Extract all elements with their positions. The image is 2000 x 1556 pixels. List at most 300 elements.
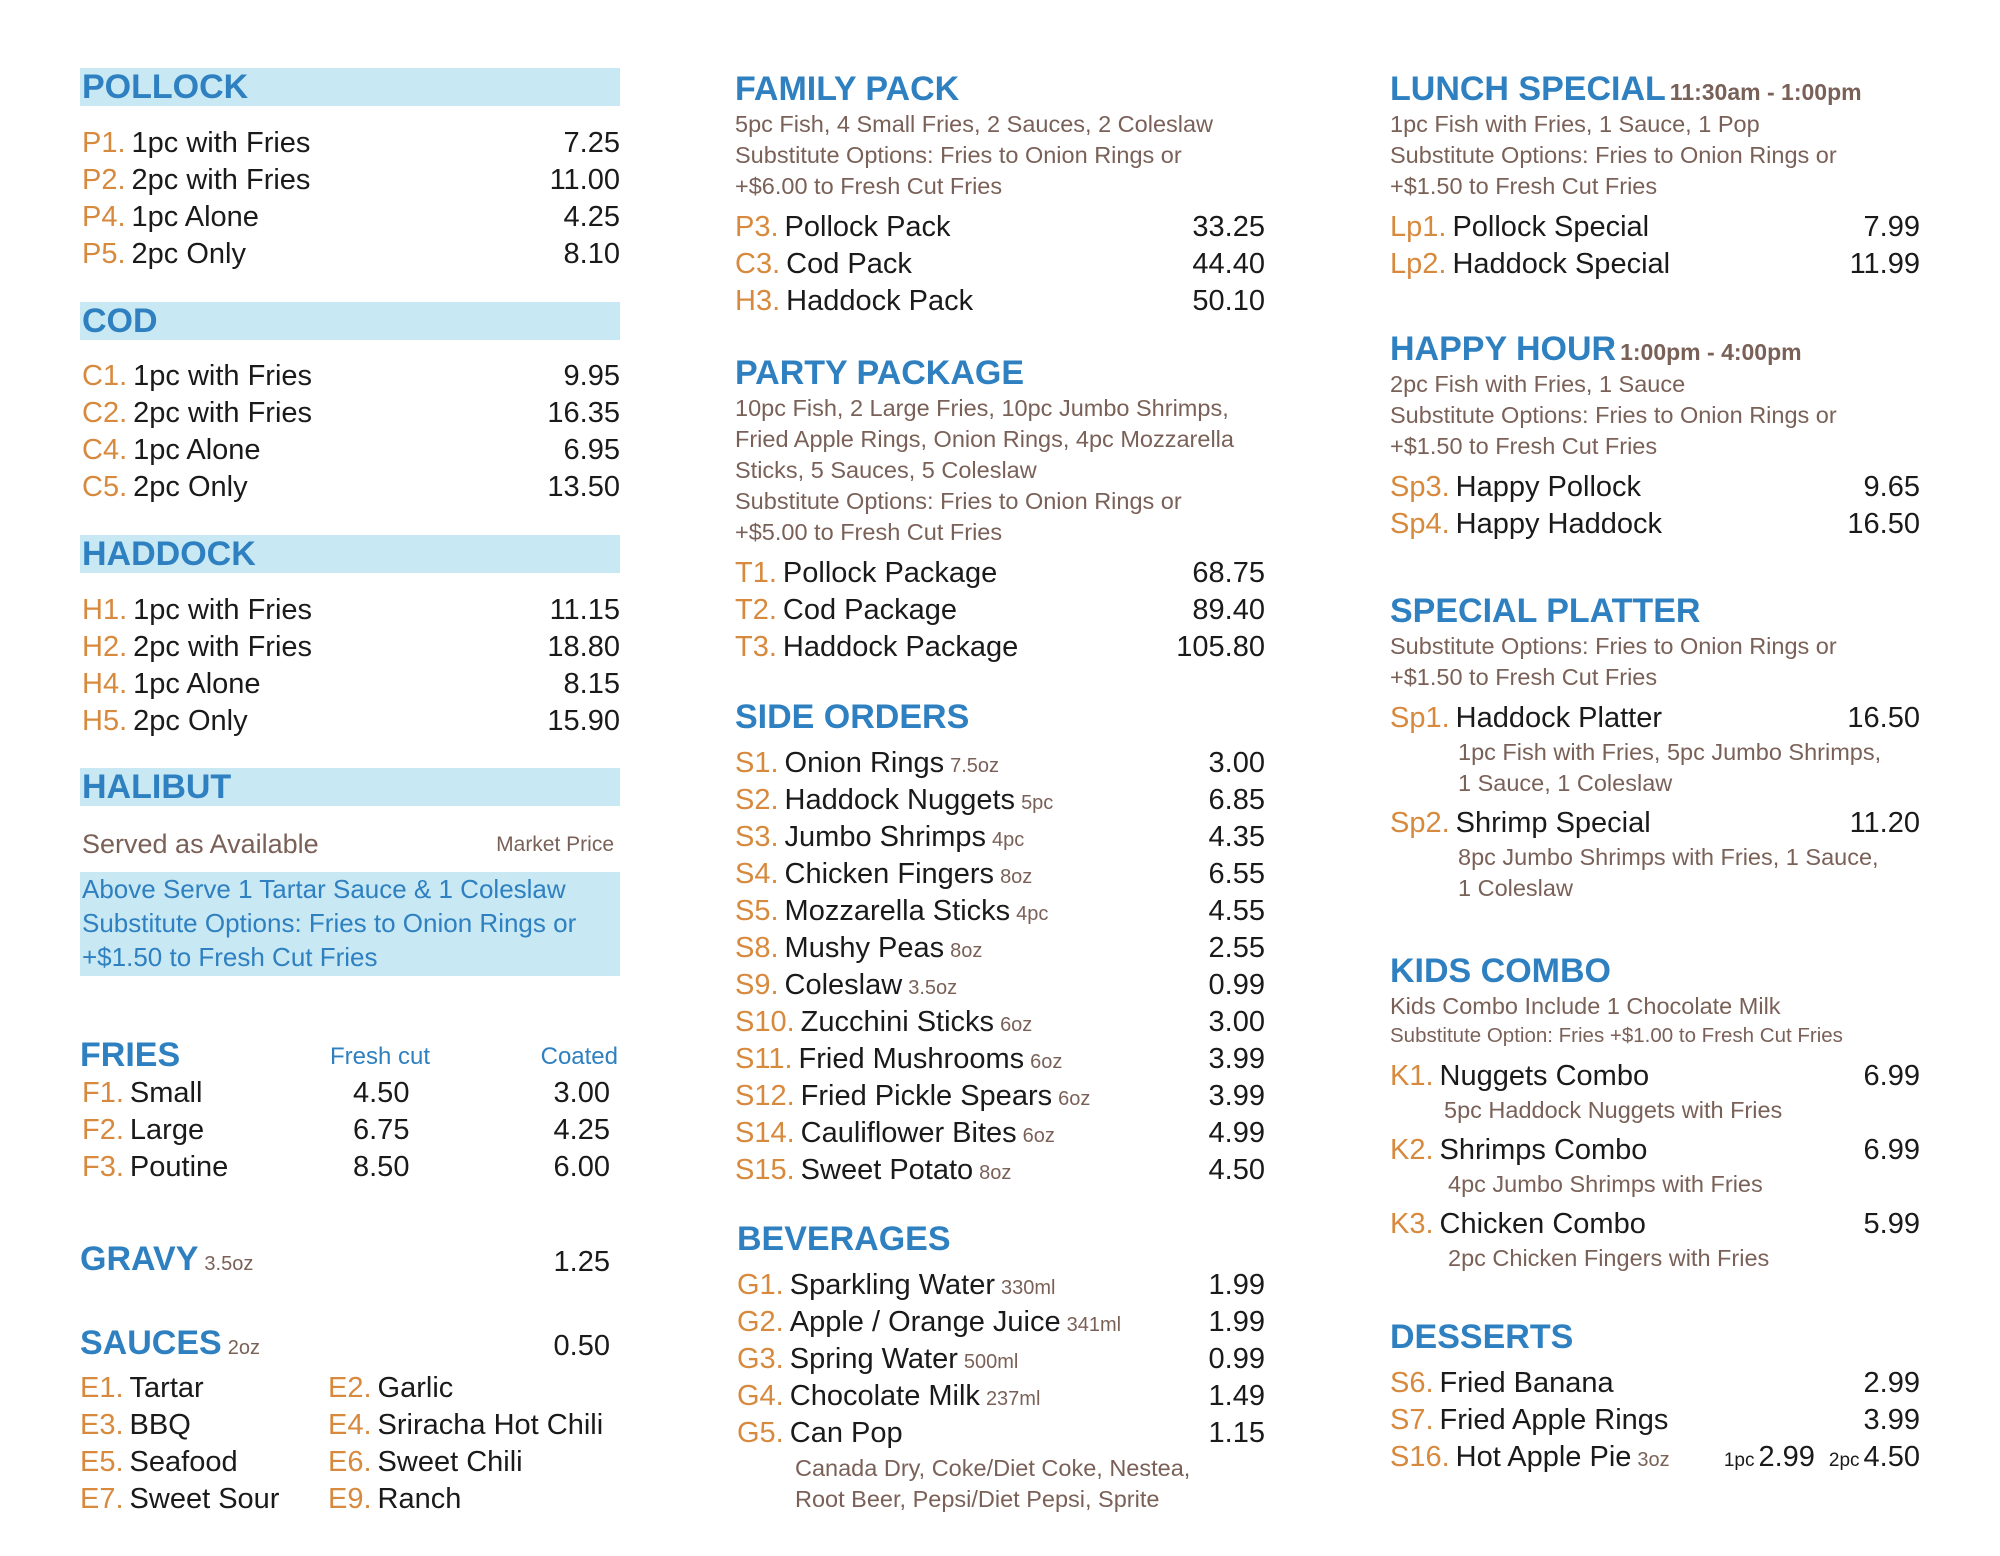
menu-item-s3 xyxy=(735,819,1024,858)
item-size: 341ml xyxy=(1066,1314,1122,1336)
item-code: P1. xyxy=(82,127,126,159)
item-code: S7. xyxy=(1390,1404,1434,1436)
lunch-special-desc: 1pc Fish with Fries, 1 Sauce, 1 Pop xyxy=(1390,111,1760,137)
happy-hour-desc: 2pc Fish with Fries, 1 Sauce xyxy=(1390,371,1686,397)
item-price: 6.95 xyxy=(563,434,620,466)
item-code: H1. xyxy=(82,594,128,626)
item-code: E7. xyxy=(80,1483,124,1515)
item-price: 3.99 xyxy=(1863,1404,1920,1436)
item-name: Mushy Peas xyxy=(784,932,945,964)
item-name: Tartar xyxy=(129,1372,204,1404)
item-price: 6.85 xyxy=(1208,784,1265,816)
item-subdesc: 8pc Jumbo Shrimps with Fries, 1 Sauce, xyxy=(1458,844,1879,870)
item-code: H2. xyxy=(82,631,128,663)
section-title-side-orders: SIDE ORDERS xyxy=(735,698,970,736)
item-price: 8.15 xyxy=(563,668,620,700)
item-price: 2.55 xyxy=(1208,932,1265,964)
item-name: Cod Package xyxy=(782,594,958,626)
sauces-title: SAUCES xyxy=(80,1324,222,1362)
item-size: 4pc xyxy=(1016,903,1049,925)
special-platter-desc: +$1.50 to Fresh Cut Fries xyxy=(1390,664,1658,690)
item-name: Fried Banana xyxy=(1439,1367,1614,1399)
item-subdesc: 1pc Fish with Fries, 5pc Jumbo Shrimps, xyxy=(1458,739,1882,765)
menu-item-g2 xyxy=(737,1304,1121,1343)
item-name: Cod Pack xyxy=(786,248,912,280)
halibut-market-price: Market Price xyxy=(496,833,614,856)
item-code: S15. xyxy=(735,1154,795,1186)
lunch-special-desc: Substitute Options: Fries to Onion Rings or xyxy=(1390,142,1837,168)
menu-item-p3 xyxy=(735,209,951,245)
item-price: 7.99 xyxy=(1863,211,1920,243)
item-price: 6.99 xyxy=(1863,1060,1920,1092)
item-price: 44.40 xyxy=(1192,248,1265,280)
item-name: Shrimps Combo xyxy=(1439,1134,1648,1166)
item-code: K1. xyxy=(1390,1060,1434,1092)
item-name: Onion Rings xyxy=(784,747,945,779)
item-price: 4.35 xyxy=(1208,821,1265,853)
menu-item-t2 xyxy=(735,592,957,628)
happy-hour-hours: 1:00pm - 4:00pm xyxy=(1620,339,1802,365)
item-subdesc: 1 Sauce, 1 Coleslaw xyxy=(1458,770,1673,796)
item-price: 0.99 xyxy=(1208,969,1265,1001)
item-name: Spring Water xyxy=(789,1343,958,1375)
section-title-sauces xyxy=(80,1324,260,1367)
sauce-item xyxy=(328,1444,523,1480)
item-code: T2. xyxy=(735,594,777,626)
section-title-pollock xyxy=(80,68,620,106)
menu-item-p4 xyxy=(82,199,259,235)
sauce-item xyxy=(80,1407,191,1443)
item-code: C2. xyxy=(82,397,128,429)
item-name: Haddock Nuggets xyxy=(784,784,1016,816)
item-size: 7.5oz xyxy=(950,755,1000,777)
item-name: 2pc with Fries xyxy=(133,631,313,663)
item-name: 2pc Only xyxy=(133,471,248,503)
item-code: E9. xyxy=(328,1483,372,1515)
item-name: Jumbo Shrimps xyxy=(784,821,986,853)
party-package-desc: Sticks, 5 Sauces, 5 Coleslaw xyxy=(735,457,1037,483)
family-pack-desc: 5pc Fish, 4 Small Fries, 2 Sauces, 2 Coleslaw xyxy=(735,111,1214,137)
item-price: 7.25 xyxy=(563,127,620,159)
fries-fresh-price: 8.50 xyxy=(353,1151,410,1183)
menu-item-s11 xyxy=(735,1041,1062,1080)
kids-combo-substitute: Substitute Option: Fries +$1.00 to Fresh Cut Fries xyxy=(1390,1024,1843,1047)
item-name: Large xyxy=(129,1114,205,1146)
item-name: 2pc with Fries xyxy=(133,397,313,429)
lunch-special-hours: 11:30am - 1:00pm xyxy=(1669,79,1862,105)
section-title-gravy xyxy=(80,1240,253,1283)
item-name: Fried Apple Rings xyxy=(1439,1404,1669,1436)
item-name: 1pc Alone xyxy=(131,201,259,233)
item-code: S6. xyxy=(1390,1367,1434,1399)
sauce-item xyxy=(328,1370,453,1406)
item-size: 3oz xyxy=(1637,1449,1670,1471)
item-name: Sweet Sour xyxy=(129,1483,280,1515)
item-code: C3. xyxy=(735,248,781,280)
sauce-item xyxy=(80,1370,204,1406)
menu-item-s2 xyxy=(735,782,1053,821)
item-code: Sp1. xyxy=(1390,702,1450,734)
item-code: S9. xyxy=(735,969,779,1001)
section-title-party-package: PARTY PACKAGE xyxy=(735,354,1025,392)
section-title-halibut xyxy=(80,768,620,806)
item-name: Coleslaw xyxy=(784,969,903,1001)
sauce-item xyxy=(328,1481,461,1517)
item-name: Hot Apple Pie xyxy=(1455,1441,1632,1473)
gravy-size: 3.5oz xyxy=(204,1253,254,1275)
pollock-title: POLLOCK xyxy=(82,68,249,106)
item-price: 16.50 xyxy=(1847,508,1920,540)
item-name: Small xyxy=(129,1077,203,1109)
item-name: Poutine xyxy=(129,1151,229,1183)
item-name: 1pc with Fries xyxy=(133,360,313,392)
menu-item-s15 xyxy=(735,1152,1011,1191)
menu-item-c5 xyxy=(82,469,248,505)
item-code: F2. xyxy=(82,1114,124,1146)
menu-item-k2 xyxy=(1390,1132,1647,1168)
menu-item-s5 xyxy=(735,893,1048,932)
item-price: 11.00 xyxy=(549,164,620,196)
section-title-family-pack: FAMILY PACK xyxy=(735,70,960,108)
item-code: F3. xyxy=(82,1151,124,1183)
menu-item-t1 xyxy=(735,555,997,591)
gravy-title: GRAVY xyxy=(80,1240,199,1278)
item-name: Haddock Platter xyxy=(1455,702,1662,734)
cod-title: COD xyxy=(82,302,158,340)
item-code: T3. xyxy=(735,631,777,663)
menu-item-s6 xyxy=(1390,1365,1614,1401)
section-title-desserts: DESSERTS xyxy=(1390,1318,1574,1356)
item-price: 89.40 xyxy=(1192,594,1265,626)
item-name: Garlic xyxy=(377,1372,454,1404)
item-price: 6.99 xyxy=(1863,1134,1920,1166)
menu-item-g5 xyxy=(737,1415,903,1451)
item-code: S10. xyxy=(735,1006,795,1038)
item-name: Fried Pickle Spears xyxy=(800,1080,1053,1112)
item-code: H5. xyxy=(82,705,128,737)
item-code: S5. xyxy=(735,895,779,927)
item-size: 8oz xyxy=(979,1162,1012,1184)
item-name: Shrimp Special xyxy=(1455,807,1651,839)
menu-item-s8 xyxy=(735,930,982,969)
item-code: K3. xyxy=(1390,1208,1434,1240)
item-code: S8. xyxy=(735,932,779,964)
item-name: Apple / Orange Juice xyxy=(789,1306,1061,1338)
menu-item-p2 xyxy=(82,162,310,198)
item-name: 2pc with Fries xyxy=(131,164,311,196)
menu-item-sp3 xyxy=(1390,469,1641,505)
party-package-desc: 10pc Fish, 2 Large Fries, 10pc Jumbo Shrimps, xyxy=(735,395,1229,421)
item-code: Lp2. xyxy=(1390,248,1447,280)
menu-item-k1 xyxy=(1390,1058,1649,1094)
item-size: 330ml xyxy=(1000,1277,1056,1299)
menu-item-h2 xyxy=(82,629,312,665)
item-code: S14. xyxy=(735,1117,795,1149)
fries-fresh-price: 4.50 xyxy=(353,1077,410,1109)
item-name: 1pc with Fries xyxy=(131,127,311,159)
menu-item-s7 xyxy=(1390,1402,1668,1438)
item-price: 33.25 xyxy=(1192,211,1265,243)
menu-item-lp1 xyxy=(1390,209,1649,245)
menu-item-s16 xyxy=(1390,1439,1670,1478)
fries-fresh-price: 6.75 xyxy=(353,1114,410,1146)
item-code: G5. xyxy=(737,1417,784,1449)
item-code: S3. xyxy=(735,821,779,853)
item-price: 5.99 xyxy=(1863,1208,1920,1240)
menu-item-s1 xyxy=(735,745,999,784)
halibut-note-box xyxy=(80,872,620,976)
section-title-haddock xyxy=(80,535,620,573)
special-platter-desc: Substitute Options: Fries to Onion Rings or xyxy=(1390,633,1837,659)
item-name: Sweet Chili xyxy=(377,1446,523,1478)
item-price: 13.50 xyxy=(547,471,620,503)
item-name: Nuggets Combo xyxy=(1439,1060,1650,1092)
menu-item-sp1 xyxy=(1390,700,1662,736)
item-name: 1pc Alone xyxy=(133,434,261,466)
section-title-beverages: BEVERAGES xyxy=(737,1220,951,1258)
item-price: 2.99 xyxy=(1863,1367,1920,1399)
menu-item-c4 xyxy=(82,432,261,468)
item-price: 9.65 xyxy=(1863,471,1920,503)
item-code: S11. xyxy=(735,1043,793,1075)
item-code: K2. xyxy=(1390,1134,1434,1166)
party-package-desc: Substitute Options: Fries to Onion Rings or xyxy=(735,488,1182,514)
item-code: E1. xyxy=(80,1372,124,1404)
item-price: 68.75 xyxy=(1192,557,1265,589)
menu-item-h5 xyxy=(82,703,248,739)
halibut-title: HALIBUT xyxy=(82,768,232,806)
section-title-fries: FRIES xyxy=(80,1036,181,1074)
item-name: Seafood xyxy=(129,1446,238,1478)
item-size: 6oz xyxy=(1030,1051,1063,1073)
menu-item-s12 xyxy=(735,1078,1090,1117)
item-name: Can Pop xyxy=(789,1417,903,1449)
section-title-special-platter: SPECIAL PLATTER xyxy=(1390,592,1701,630)
sauce-item xyxy=(80,1444,238,1480)
family-pack-desc: +$6.00 to Fresh Cut Fries xyxy=(735,173,1003,199)
item-price: 11.20 xyxy=(1849,807,1920,839)
menu-item-p1 xyxy=(82,125,310,161)
item-code: E2. xyxy=(328,1372,372,1404)
pie-qty-2: 2pc xyxy=(1828,1450,1860,1471)
halibut-note-line: Substitute Options: Fries to Onion Rings or xyxy=(82,908,577,938)
menu-item-t3 xyxy=(735,629,1018,665)
sauce-item xyxy=(328,1407,603,1443)
item-code: C1. xyxy=(82,360,128,392)
happy-hour-desc: Substitute Options: Fries to Onion Rings or xyxy=(1390,402,1837,428)
item-size: 8oz xyxy=(950,940,983,962)
item-price: 4.99 xyxy=(1208,1117,1265,1149)
item-code: Sp2. xyxy=(1390,807,1450,839)
section-title-lunch-special xyxy=(1390,70,1862,111)
item-size: 8oz xyxy=(1000,866,1033,888)
item-price: 18.80 xyxy=(547,631,620,663)
haddock-title: HADDOCK xyxy=(82,535,256,573)
item-code: C4. xyxy=(82,434,128,466)
item-code: P2. xyxy=(82,164,126,196)
item-code: G3. xyxy=(737,1343,784,1375)
item-code: F1. xyxy=(82,1077,124,1109)
item-code: E4. xyxy=(328,1409,372,1441)
item-size: 5pc xyxy=(1021,792,1054,814)
item-code: S4. xyxy=(735,858,779,890)
item-size: 3.5oz xyxy=(908,977,958,999)
menu-item-s4 xyxy=(735,856,1032,895)
sauces-price: 0.50 xyxy=(553,1330,610,1362)
lunch-special-title: LUNCH SPECIAL xyxy=(1390,70,1666,108)
item-subdesc: 1 Coleslaw xyxy=(1458,875,1573,901)
item-name: Haddock Package xyxy=(782,631,1019,663)
item-size: 6oz xyxy=(1022,1125,1055,1147)
item-name: Chicken Combo xyxy=(1439,1208,1646,1240)
pie-price-2: 4.50 xyxy=(1863,1441,1920,1473)
item-name: 1pc Alone xyxy=(133,668,261,700)
menu-item-sp4 xyxy=(1390,506,1662,542)
gravy-price: 1.25 xyxy=(553,1246,610,1278)
item-name: Happy Haddock xyxy=(1455,508,1663,540)
menu-item-c2 xyxy=(82,395,312,431)
menu-item-f2 xyxy=(82,1112,204,1148)
menu-item-h4 xyxy=(82,666,261,702)
item-price: 1.49 xyxy=(1208,1380,1265,1412)
item-code: Sp4. xyxy=(1390,508,1450,540)
item-name: Haddock Special xyxy=(1452,248,1671,280)
fries-coated-price: 6.00 xyxy=(553,1151,610,1183)
item-code: H4. xyxy=(82,668,128,700)
menu-item-f1 xyxy=(82,1075,202,1111)
item-price: 16.35 xyxy=(547,397,620,429)
item-name: Sparkling Water xyxy=(789,1269,995,1301)
item-price: 3.99 xyxy=(1208,1080,1265,1112)
menu-item-lp2 xyxy=(1390,246,1670,282)
item-price: 15.90 xyxy=(547,705,620,737)
apple-pie-prices xyxy=(1724,1439,1920,1479)
item-code: S16. xyxy=(1390,1441,1450,1473)
menu-item-h1 xyxy=(82,592,312,628)
menu-item-h3 xyxy=(735,283,973,319)
item-name: Ranch xyxy=(377,1483,462,1515)
item-name: Sriracha Hot Chili xyxy=(377,1409,604,1441)
fries-col-coated: Coated xyxy=(540,1043,618,1070)
item-price: 0.99 xyxy=(1208,1343,1265,1375)
fries-coated-price: 3.00 xyxy=(553,1077,610,1109)
happy-hour-desc: +$1.50 to Fresh Cut Fries xyxy=(1390,433,1658,459)
item-code: P3. xyxy=(735,211,779,243)
pie-qty-1: 1pc xyxy=(1723,1450,1755,1471)
item-code: S1. xyxy=(735,747,779,779)
item-size: 6oz xyxy=(1000,1014,1033,1036)
item-price: 105.80 xyxy=(1176,631,1265,663)
item-code: P5. xyxy=(82,238,126,270)
item-code: G1. xyxy=(737,1269,784,1301)
fries-col-fresh: Fresh cut xyxy=(330,1043,431,1070)
item-code: S2. xyxy=(735,784,779,816)
menu-item-s9 xyxy=(735,967,957,1006)
item-price: 8.10 xyxy=(563,238,620,270)
party-package-desc: +$5.00 to Fresh Cut Fries xyxy=(735,519,1003,545)
section-title-happy-hour xyxy=(1390,330,1802,371)
item-subdesc: 2pc Chicken Fingers with Fries xyxy=(1448,1245,1770,1271)
item-name: 2pc Only xyxy=(131,238,246,270)
item-code: E3. xyxy=(80,1409,124,1441)
item-price: 1.15 xyxy=(1208,1417,1265,1449)
section-title-kids-combo: KIDS COMBO xyxy=(1390,952,1611,990)
menu-item-s10 xyxy=(735,1004,1032,1043)
item-price: 4.25 xyxy=(563,201,620,233)
halibut-note-line: Above Serve 1 Tartar Sauce & 1 Coleslaw xyxy=(82,874,566,904)
item-subdesc: 5pc Haddock Nuggets with Fries xyxy=(1444,1097,1783,1123)
item-code: T1. xyxy=(735,557,777,589)
menu-item-p5 xyxy=(82,236,246,272)
item-code: P4. xyxy=(82,201,126,233)
menu-item-g1 xyxy=(737,1267,1055,1306)
item-name: Mozzarella Sticks xyxy=(784,895,1011,927)
item-name: Pollock Package xyxy=(782,557,998,589)
party-package-desc: Fried Apple Rings, Onion Rings, 4pc Mozzarella xyxy=(735,426,1234,452)
item-code: G4. xyxy=(737,1380,784,1412)
menu-item-c1 xyxy=(82,358,312,394)
item-name: Happy Pollock xyxy=(1455,471,1642,503)
item-name: Zucchini Sticks xyxy=(800,1006,995,1038)
item-size: 6oz xyxy=(1058,1088,1091,1110)
item-price: 11.99 xyxy=(1849,248,1920,280)
section-title-cod xyxy=(80,302,620,340)
halibut-note-line: +$1.50 to Fresh Cut Fries xyxy=(82,942,378,972)
item-subdesc: 4pc Jumbo Shrimps with Fries xyxy=(1448,1171,1763,1197)
item-name: Fried Mushrooms xyxy=(798,1043,1025,1075)
item-price: 6.55 xyxy=(1208,858,1265,890)
item-name: Chicken Fingers xyxy=(784,858,995,890)
item-price: 16.50 xyxy=(1847,702,1920,734)
halibut-served: Served as Available xyxy=(82,829,319,859)
pie-price-1: 2.99 xyxy=(1758,1441,1815,1473)
item-code: Lp1. xyxy=(1390,211,1447,243)
menu-item-sp2 xyxy=(1390,805,1651,841)
item-name: 2pc Only xyxy=(133,705,248,737)
item-price: 9.95 xyxy=(563,360,620,392)
sauces-size: 2oz xyxy=(227,1337,260,1359)
item-name: Cauliflower Bites xyxy=(800,1117,1017,1149)
item-code: Sp3. xyxy=(1390,471,1450,503)
item-name: BBQ xyxy=(129,1409,191,1441)
item-size: 237ml xyxy=(985,1388,1041,1410)
item-name: Chocolate Milk xyxy=(789,1380,980,1412)
item-code: E6. xyxy=(328,1446,372,1478)
sauce-item xyxy=(80,1481,279,1517)
family-pack-desc: Substitute Options: Fries to Onion Rings or xyxy=(735,142,1182,168)
happy-hour-title: HAPPY HOUR xyxy=(1390,330,1617,368)
item-price: 3.00 xyxy=(1208,1006,1265,1038)
can-pop-note: Root Beer, Pepsi/Diet Pepsi, Sprite xyxy=(795,1486,1160,1512)
item-price: 4.50 xyxy=(1208,1154,1265,1186)
item-price: 11.15 xyxy=(549,594,620,626)
menu-item-c3 xyxy=(735,246,912,282)
menu-item-g4 xyxy=(737,1378,1040,1417)
menu-item-k3 xyxy=(1390,1206,1646,1242)
menu-item-f3 xyxy=(82,1149,228,1185)
menu-item-g3 xyxy=(737,1341,1018,1380)
item-name: 1pc with Fries xyxy=(133,594,313,626)
kids-combo-desc: Kids Combo Include 1 Chocolate Milk xyxy=(1390,993,1781,1019)
item-price: 1.99 xyxy=(1208,1306,1265,1338)
menu-item-s14 xyxy=(735,1115,1055,1154)
item-size: 4pc xyxy=(992,829,1025,851)
item-code: H3. xyxy=(735,285,781,317)
item-price: 3.00 xyxy=(1208,747,1265,779)
item-code: E5. xyxy=(80,1446,124,1478)
item-name: Pollock Pack xyxy=(784,211,951,243)
can-pop-note: Canada Dry, Coke/Diet Coke, Nestea, xyxy=(795,1455,1191,1481)
